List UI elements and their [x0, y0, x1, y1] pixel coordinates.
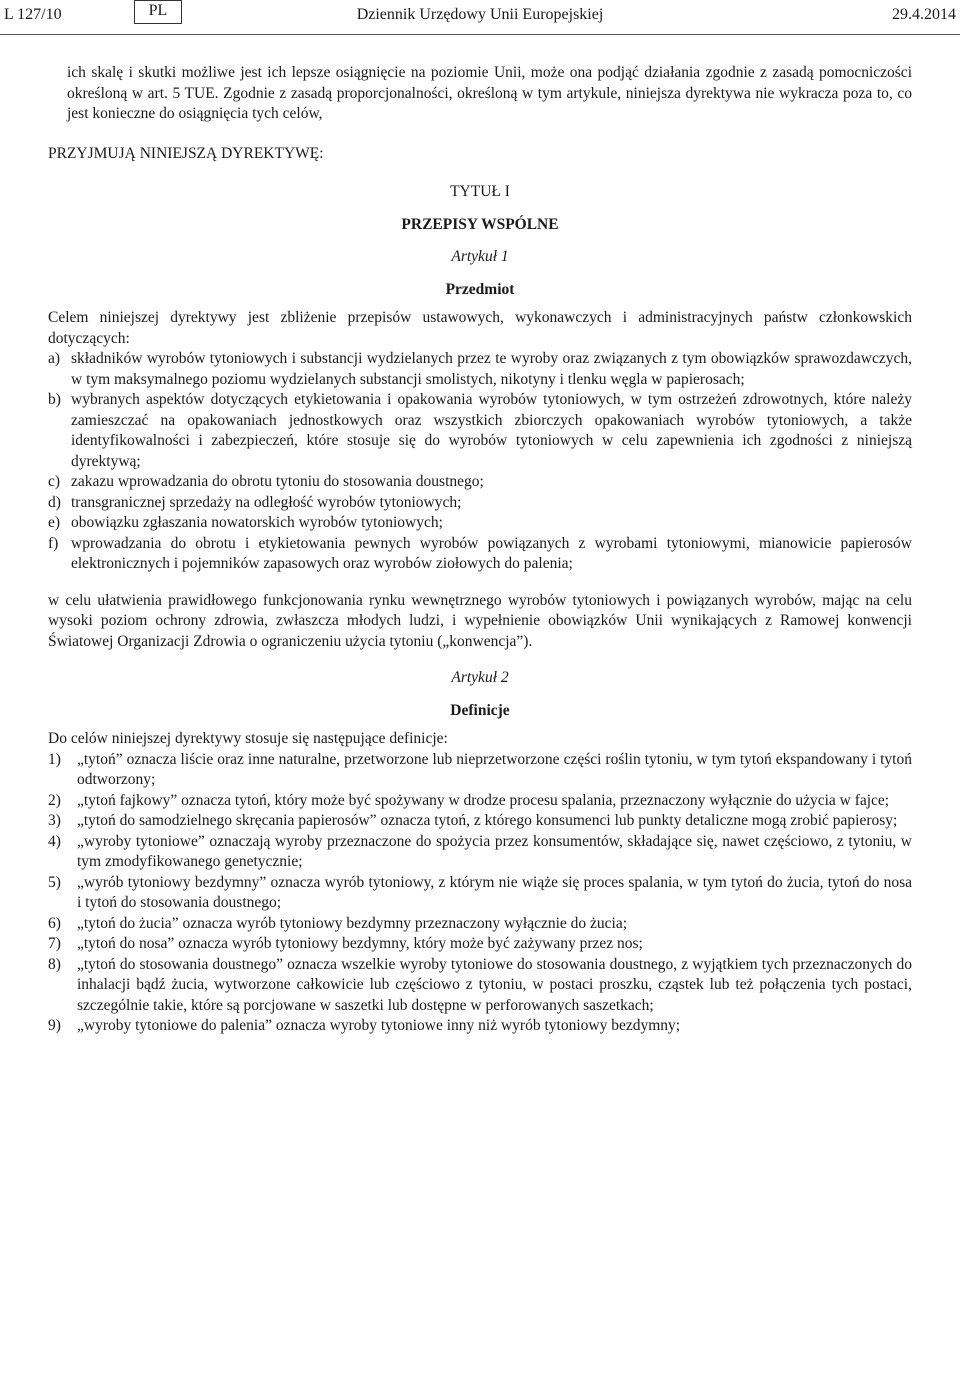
- article-1-lead: Celem niniejszej dyrektywy jest zbliżenie przepisów ustawowych, wykonawczych i administracyjnych państw członkowskich dotyczących:: [48, 309, 912, 347]
- definition-text: „tytoń fajkowy” oznacza tytoń, który może być spożywany w drodze procesu spalania, przeznaczony wyłącznie do użycia w fajce;: [77, 791, 890, 809]
- list-item-text: składników wyrobów tytoniowych i substancji wydzielanych przez te wyroby oraz związanych z tym obowiązków sprawozdawczych, w tym maksymalnego poziomu wydzielanych substancji smolistych, nikotyny i tlenku węgla w papierosach;: [71, 350, 912, 388]
- definition-text: „tytoń do żucia” oznacza wyrób tytoniowy bezdymny przeznaczony wyłącznie do żucia;: [77, 914, 628, 932]
- list-item: [48, 534, 912, 575]
- definition-number: 8): [48, 955, 61, 973]
- definitions-list: [48, 750, 912, 1037]
- definition-number: 5): [48, 873, 61, 891]
- definition-item: [48, 934, 912, 955]
- definition-text: „wyroby tytoniowe do palenia” oznacza wyroby tytoniowe inny niż wyrób tytoniowy bezdymny;: [77, 1017, 681, 1034]
- definition-text: „tytoń do stosowania doustnego” oznacza wszelkie wyroby tytoniowe do stosowania doustnego, z wyjątkiem tych przeznaczonych do inhalacji bądź żucia, wytworzone całkowicie lub częściowo z tytoniu, w postaci proszku, cząstek lub też połączenia tych postaci, szczególnie takie, które są porcjowane w saszetki lub dostępne w perforowanych saszetkach;: [77, 955, 912, 1014]
- definition-text: „wyroby tytoniowe” oznaczają wyroby przeznaczone do spożycia przez konsumentów, składające się, nawet częściowo, z tytoniu, w tym zmodyfikowanego genetycznie;: [77, 832, 912, 870]
- definition-item: [48, 750, 912, 791]
- definition-text: „wyrób tytoniowy bezdymny” oznacza wyrób tytoniowy, z którym nie wiąże się proces spalania, w tym tytoń do żucia, tytoń do nosa i tytoń do stosowania doustnego;: [77, 873, 912, 911]
- title-heading: PRZEPISY WSPÓLNE: [401, 215, 559, 233]
- definition-item: [48, 1016, 912, 1037]
- list-item-text: zakazu wprowadzania do obrotu tytoniu do stosowania doustnego;: [71, 473, 484, 490]
- definition-number: 9): [48, 1017, 61, 1034]
- page-reference: L 127/10: [4, 6, 62, 23]
- definition-number: 1): [48, 750, 61, 768]
- list-item-text: wybranych aspektów dotyczących etykietowania i opakowania wyrobów tytoniowych, w tym ostrzeżeń zdrowotnych, które należy zamieszczać na opakowaniach jednostkowych oraz wszystkich zbiorczych opakowaniach wyrobów tytoniowych, a także identyfikowalności i zabezpieczeń, które stosuje się do wyrobów tytoniowych w celu zapewnienia ich zgodności z niniejszą dyrektywą;: [71, 391, 912, 470]
- definition-text: „tytoń” oznacza liście oraz inne naturalne, przetworzone lub nieprzetworzone części roślin tytoniu, w tym tytoń ekspandowany i tytoń odtworzony;: [77, 750, 912, 788]
- list-item: [48, 513, 912, 534]
- list-item: [48, 349, 912, 390]
- article-2-heading: Definicje: [450, 701, 510, 719]
- language-badge: PL: [134, 0, 182, 24]
- article-1-list: [48, 349, 912, 575]
- list-item: [48, 493, 912, 514]
- definition-number: 3): [48, 812, 61, 829]
- header-divider: [0, 34, 960, 35]
- definition-item: [48, 811, 912, 832]
- definition-item: [48, 914, 912, 935]
- title-number: TYTUŁ I: [450, 183, 510, 200]
- definition-item: [48, 832, 912, 873]
- definition-item: [48, 873, 912, 914]
- intro-paragraph: ich skalę i skutki możliwe jest ich lepsze osiągnięcie na poziomie Unii, może ona podjąć działania zgodnie z zasadą pomocniczości określoną w art. 5 TUE. Zgodnie z zasadą proporcjonalności, określoną w tym artykule, niniejsza dyrektywa nie wykracza poza to, co jest konieczne do osiągnięcia tych celów,: [67, 64, 912, 122]
- list-marker: a): [48, 350, 61, 367]
- document-body: [48, 63, 912, 1037]
- list-marker: c): [48, 473, 61, 490]
- definition-text: „tytoń do samodzielnego skręcania papierosów” oznacza tytoń, z którego konsumenci lub punkty detaliczne mogą zrobić papierosy;: [77, 812, 898, 829]
- definition-number: 2): [48, 791, 61, 809]
- journal-title: Dziennik Urzędowy Unii Europejskiej: [356, 6, 604, 23]
- list-marker: d): [48, 493, 61, 511]
- article-1-closing: w celu ułatwienia prawidłowego funkcjonowania rynku wewnętrznego wyrobów tytoniowych i powiązanych wyrobów, mając na celu wysoki poziom ochrony zdrowia, zwłaszcza młodych ludzi, i wypełnienie obowiązków Unii wynikających z Ramowej konwencji Światowej Organizacji Zdrowia o ograniczeniu użycia tytoniu („konwencja”).: [48, 591, 912, 650]
- list-marker: b): [48, 391, 61, 408]
- definition-number: 7): [48, 935, 61, 952]
- definition-item: [48, 955, 912, 1017]
- definition-item: [48, 791, 912, 812]
- adoption-formula: PRZYJMUJĄ NINIEJSZĄ DYREKTYWĘ:: [48, 144, 324, 162]
- article-2-lead: Do celów niniejszej dyrektywy stosuje się następujące definicje:: [48, 730, 448, 747]
- list-item-text: wprowadzania do obrotu i etykietowania pewnych wyrobów powiązanych z wyrobami tytoniowymi, mianowicie papierosów elektronicznych i pojemników zapasowych oraz wyrobów ziołowych do palenia;: [71, 534, 912, 572]
- list-marker: f): [48, 534, 59, 552]
- list-item-text: transgranicznej sprzedaży na odległość wyrobów tytoniowych;: [71, 493, 462, 511]
- article-2-label: Artykuł 2: [451, 669, 509, 686]
- journal-header: [0, 0, 960, 36]
- list-item: [48, 390, 912, 472]
- definition-number: 6): [48, 914, 61, 932]
- article-1-label: Artykuł 1: [451, 248, 509, 265]
- list-item-text: obowiązku zgłaszania nowatorskich wyrobów tytoniowych;: [71, 514, 443, 531]
- definition-number: 4): [48, 832, 61, 850]
- list-marker: e): [48, 514, 61, 531]
- list-item: [48, 472, 912, 493]
- definition-text: „tytoń do nosa” oznacza wyrób tytoniowy bezdymny, który może być zażywany przez nos;: [77, 935, 643, 952]
- article-1-heading: Przedmiot: [445, 280, 515, 298]
- publication-date: 29.4.2014: [892, 6, 956, 23]
